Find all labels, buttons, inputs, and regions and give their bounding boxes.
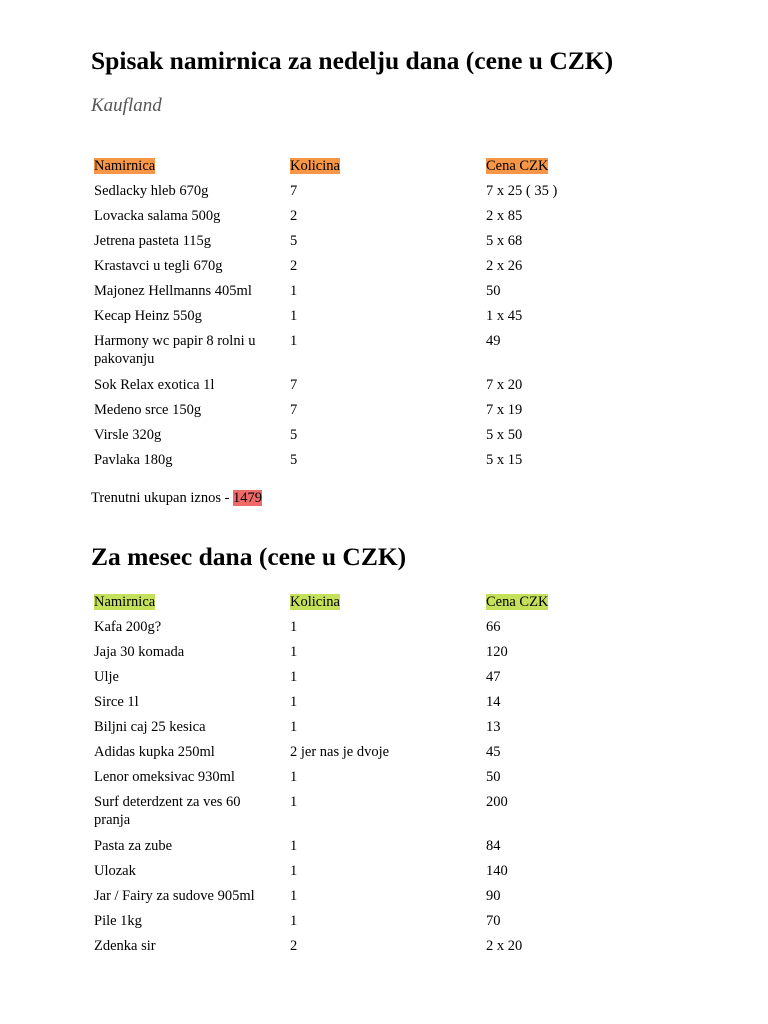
item-name: Ulozak (94, 863, 136, 879)
table-row (94, 693, 674, 718)
item-name: Lovacka salama 500g (94, 208, 221, 224)
item-quantity: 1 (290, 644, 298, 660)
item-price: 84 (486, 838, 501, 854)
item-quantity: 1 (290, 863, 298, 879)
total-line (91, 489, 262, 507)
item-price: 1 x 45 (486, 308, 523, 324)
column-header: Cena CZK (486, 158, 549, 174)
item-quantity: 2 (290, 258, 298, 274)
table-header-row (94, 157, 674, 182)
item-name: Jaja 30 komada (94, 644, 185, 660)
item-name: Adidas kupka 250ml (94, 744, 215, 760)
table-row (94, 426, 674, 451)
monthly-table (94, 593, 674, 962)
item-name: Kafa 200g? (94, 619, 162, 635)
item-quantity: 1 (290, 838, 298, 854)
column-header: Cena CZK (486, 594, 549, 610)
item-quantity: 1 (290, 619, 298, 635)
item-quantity: 1 (290, 669, 298, 685)
table-header-row (94, 593, 674, 618)
column-header: Kolicina (290, 158, 340, 174)
item-quantity: 1 (290, 769, 298, 785)
table-row (94, 376, 674, 401)
item-price: 49 (486, 333, 501, 349)
item-quantity: 1 (290, 308, 298, 324)
table-row (94, 232, 674, 257)
item-name: Pile 1kg (94, 913, 142, 929)
item-quantity: 2 (290, 938, 298, 954)
item-name: Pavlaka 180g (94, 452, 173, 468)
table-row (94, 743, 674, 768)
item-name: Sok Relax exotica 1l (94, 377, 215, 393)
item-quantity: 7 (290, 183, 298, 199)
item-price: 70 (486, 913, 501, 929)
item-quantity: 1 (290, 794, 298, 810)
item-name: Jar / Fairy za sudove 905ml (94, 888, 255, 904)
table-row (94, 937, 674, 962)
header-cell (94, 593, 274, 611)
item-quantity: 7 (290, 377, 298, 393)
item-quantity: 5 (290, 427, 298, 443)
table-row (94, 182, 674, 207)
table-row (94, 257, 674, 282)
item-price: 45 (486, 744, 501, 760)
item-quantity: 7 (290, 402, 298, 418)
item-price: 13 (486, 719, 501, 735)
page-title: Spisak namirnica za nedelju dana (cene u CZK) (91, 46, 614, 75)
total-label: Trenutni ukupan iznos - (91, 490, 234, 506)
item-name: Krastavci u tegli 670g (94, 258, 223, 274)
table-row (94, 332, 674, 376)
item-name: Jetrena pasteta 115g (94, 233, 212, 249)
item-price: 47 (486, 669, 501, 685)
item-name: Sedlacky hleb 670g (94, 183, 209, 199)
table-row (94, 643, 674, 668)
item-name: Sirce 1l (94, 694, 139, 710)
item-quantity: 2 jer nas je dvoje (290, 744, 390, 760)
store-name: Kaufland (91, 95, 162, 116)
table-row (94, 451, 674, 476)
item-name: Lenor omeksivac 930ml (94, 769, 235, 785)
item-quantity: 1 (290, 913, 298, 929)
item-price: 2 x 20 (486, 938, 523, 954)
item-name: Biljni caj 25 kesica (94, 719, 206, 735)
table-row (94, 207, 674, 232)
item-price: 50 (486, 769, 501, 785)
item-name: Ulje (94, 669, 119, 685)
table-row (94, 862, 674, 887)
item-name: Harmony wc papir 8 rolni u pakovanju (94, 333, 256, 367)
item-name: Medeno srce 150g (94, 402, 202, 418)
table-row (94, 718, 674, 743)
item-quantity: 2 (290, 208, 298, 224)
item-price: 5 x 68 (486, 233, 523, 249)
item-price: 200 (486, 794, 508, 810)
header-cell (290, 593, 470, 611)
item-price: 2 x 85 (486, 208, 523, 224)
item-price: 66 (486, 619, 501, 635)
item-price: 90 (486, 888, 501, 904)
item-name: Zdenka sir (94, 938, 156, 954)
table-row (94, 912, 674, 937)
table-row (94, 618, 674, 643)
item-name: Kecap Heinz 550g (94, 308, 202, 324)
table-row (94, 282, 674, 307)
item-quantity: 1 (290, 283, 298, 299)
column-header: Kolicina (290, 594, 340, 610)
column-header: Namirnica (94, 594, 156, 610)
item-quantity: 5 (290, 233, 298, 249)
item-price: 7 x 19 (486, 402, 523, 418)
item-price: 120 (486, 644, 508, 660)
weekly-table (94, 157, 674, 476)
header-cell (290, 157, 470, 175)
item-name: Pasta za zube (94, 838, 173, 854)
item-quantity: 5 (290, 452, 298, 468)
item-price: 5 x 15 (486, 452, 523, 468)
table-row (94, 668, 674, 693)
item-quantity: 1 (290, 719, 298, 735)
item-quantity: 1 (290, 333, 298, 349)
item-price: 140 (486, 863, 508, 879)
item-price: 2 x 26 (486, 258, 523, 274)
item-price: 14 (486, 694, 501, 710)
item-name: Surf deterdzent za ves 60 pranja (94, 794, 241, 828)
item-price: 7 x 20 (486, 377, 523, 393)
item-price: 7 x 25 ( 35 ) (486, 183, 558, 199)
item-price: 50 (486, 283, 501, 299)
item-price: 5 x 50 (486, 427, 523, 443)
table-row (94, 307, 674, 332)
header-cell (486, 593, 666, 611)
header-cell (486, 157, 666, 175)
table-row (94, 793, 674, 837)
table-row (94, 768, 674, 793)
item-name: Majonez Hellmanns 405ml (94, 283, 252, 299)
header-cell (94, 157, 274, 175)
column-header: Namirnica (94, 158, 156, 174)
item-name: Virsle 320g (94, 427, 162, 443)
table-row (94, 401, 674, 426)
table-row (94, 887, 674, 912)
section-title-monthly: Za mesec dana (cene u CZK) (91, 542, 407, 571)
table-row (94, 837, 674, 862)
total-value: 1479 (233, 490, 263, 506)
item-quantity: 1 (290, 694, 298, 710)
item-quantity: 1 (290, 888, 298, 904)
